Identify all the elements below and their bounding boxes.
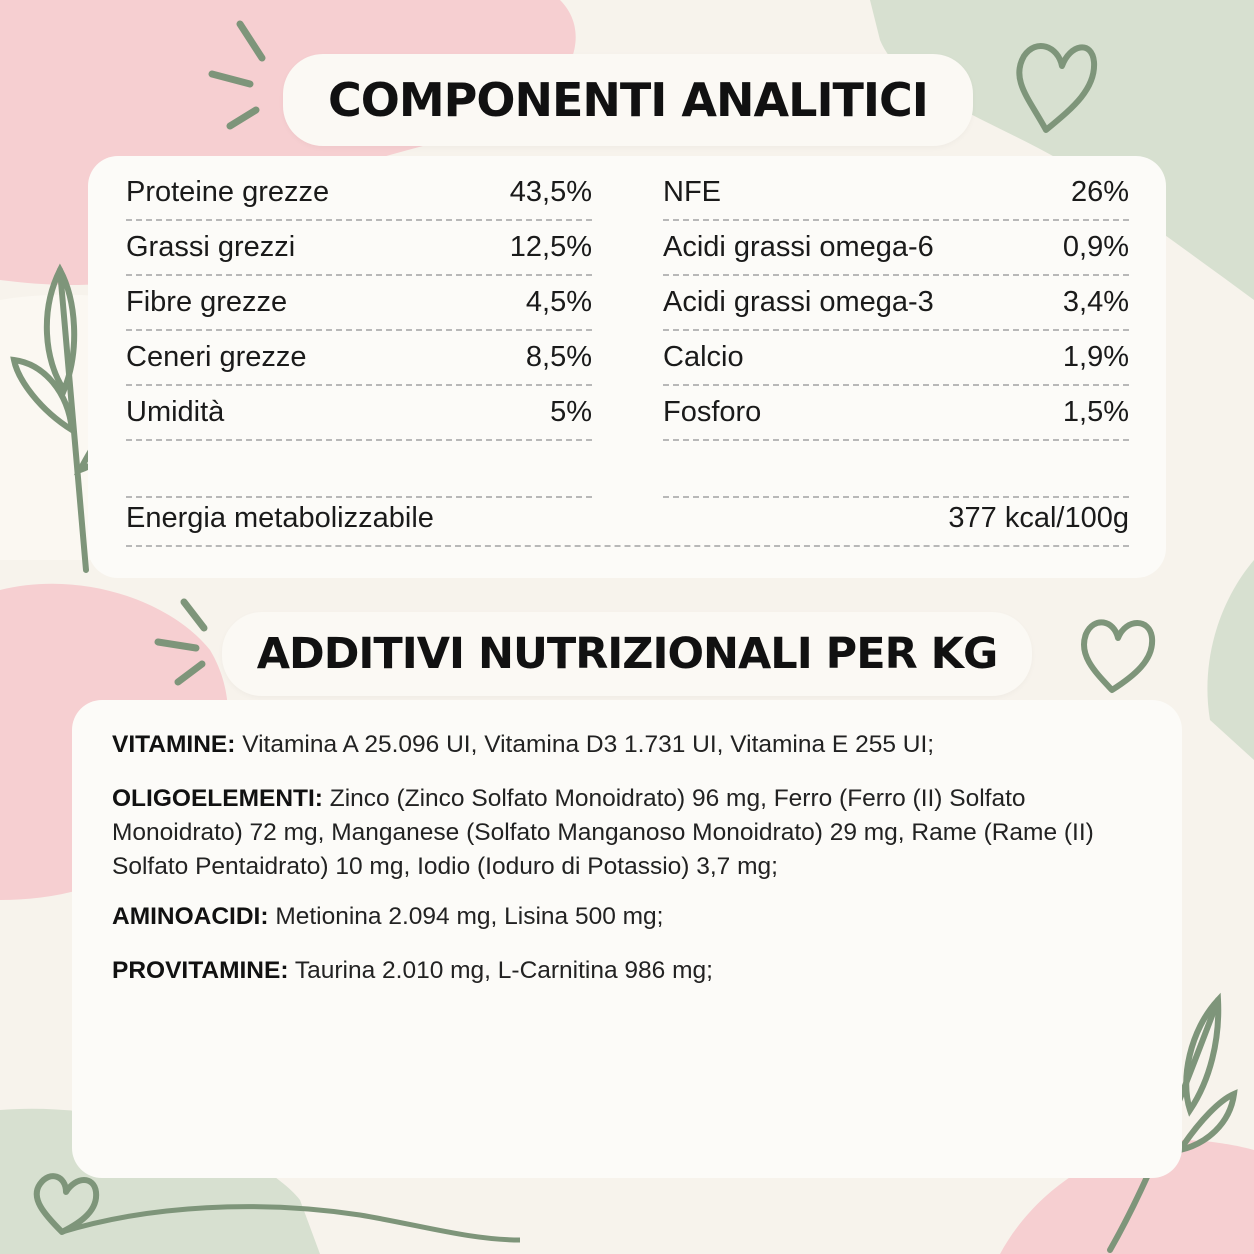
row-label: NFE — [663, 176, 721, 208]
row-value: 43,5% — [509, 176, 592, 208]
row-label: Acidi grassi omega-6 — [663, 231, 934, 263]
additive-paragraph — [112, 782, 1142, 884]
additive-paragraph — [112, 728, 1142, 762]
additive-text: Metionina 2.094 mg, Lisina 500 mg; — [268, 903, 664, 930]
row-value: 8,5% — [525, 341, 592, 373]
section-title-analytical-components: COMPONENTI ANALITICI — [283, 54, 973, 146]
row-value: 4,5% — [525, 286, 592, 318]
nutritional-additives-card — [72, 700, 1182, 1178]
additive-text: Vitamina A 25.096 UI, Vitamina D3 1.731 UI, Vitamina E 255 UI; — [235, 731, 935, 758]
table-row — [126, 331, 592, 386]
row-value: 5% — [550, 396, 592, 428]
row-value: 3,4% — [1062, 286, 1129, 318]
row-label: Grassi grezzi — [126, 231, 296, 263]
row-label: Fibre grezze — [126, 286, 288, 318]
table-row — [126, 276, 592, 331]
row-value: 12,5% — [509, 231, 592, 263]
table-row — [126, 221, 592, 276]
row-label: Umidità — [126, 396, 225, 428]
additive-heading: VITAMINE: — [112, 731, 236, 758]
analytical-components-card — [88, 156, 1166, 578]
additive-heading: OLIGOELEMENTI: — [112, 785, 323, 812]
row-label: Ceneri grezze — [126, 341, 307, 373]
row-label: Fosforo — [663, 396, 762, 428]
energy-label: Energia metabolizzabile — [126, 502, 434, 534]
energy-value: 377 kcal/100g — [948, 502, 1129, 534]
table-row — [663, 276, 1129, 331]
row-value: 1,5% — [1062, 396, 1129, 428]
row-label: Proteine grezze — [126, 176, 330, 208]
row-label: Acidi grassi omega-3 — [663, 286, 934, 318]
energy-row — [126, 492, 1129, 547]
row-value: 1,9% — [1062, 341, 1129, 373]
additive-paragraph — [112, 900, 1142, 934]
additive-paragraph — [112, 954, 1142, 988]
additive-heading: PROVITAMINE: — [112, 957, 289, 984]
row-value: 26% — [1070, 176, 1129, 208]
table-row — [126, 386, 592, 441]
table-row — [663, 221, 1129, 276]
section-title-nutritional-additives: ADDITIVI NUTRIZIONALI PER KG — [222, 612, 1032, 696]
table-row — [663, 166, 1129, 221]
table-row — [126, 166, 592, 221]
row-label: Calcio — [663, 341, 744, 373]
additive-heading: AMINOACIDI: — [112, 903, 269, 930]
row-value: 0,9% — [1062, 231, 1129, 263]
table-row — [663, 331, 1129, 386]
additive-text: Zinco (Zinco Solfato Monoidrato) 96 mg, Ferro (Ferro (II) Solfato Monoidrato) 72 mg, Manganese (Solfato Manganoso Monoidrato) 29 mg, Rame (Rame (II) Solfato Pentaidrato) 10 mg, Iodio (Ioduro di Potassio) 3,7 mg; — [112, 785, 1094, 880]
table-row — [663, 386, 1129, 441]
heart-icon — [1084, 622, 1152, 690]
additive-text: Taurina 2.010 mg, L-Carnitina 986 mg; — [288, 957, 713, 984]
